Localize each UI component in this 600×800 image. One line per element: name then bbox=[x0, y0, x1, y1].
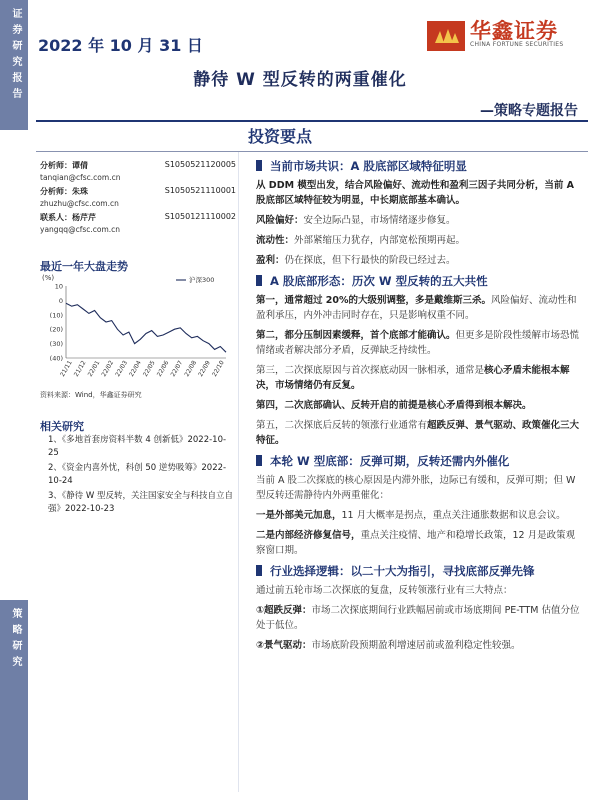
paragraph-text: 第五，二次探底后反转的领涨行业通常有 bbox=[256, 420, 428, 431]
paragraph-label: 风险偏好： bbox=[256, 215, 304, 226]
sub-heading bbox=[256, 273, 582, 289]
paragraph-label: 流动性： bbox=[256, 235, 295, 246]
column-divider bbox=[238, 152, 239, 792]
paragraph-bold: 从 DDM 模型出发，结合风险偏好、流动性和盈利三因子共同分析，当前 A 股底部区域特征较为明显，中长期底部基本确认。 bbox=[256, 180, 575, 206]
side-label-top: 证券研究报告 bbox=[10, 8, 21, 104]
paragraph bbox=[256, 328, 582, 358]
side-label-bottom: 策略研究 bbox=[10, 608, 21, 672]
paragraph-label: 二是内部经济修复信号， bbox=[256, 530, 361, 541]
brand-logo-icon bbox=[427, 21, 465, 51]
square-bullet-icon bbox=[256, 455, 262, 466]
paragraph-text: 市场底阶段预期盈利增速居前或盈利稳定性较强。 bbox=[311, 640, 521, 651]
paragraph-label: 盈利： bbox=[256, 255, 285, 266]
x-tick-label: 22/08 bbox=[183, 359, 199, 378]
analyst-entry bbox=[40, 186, 236, 208]
sub-heading bbox=[256, 563, 582, 579]
paragraph bbox=[256, 508, 582, 523]
analyst-list bbox=[40, 160, 236, 238]
analyst-role: 分析师：谭倩 bbox=[40, 161, 88, 170]
y-tick-label: 0 bbox=[58, 296, 63, 305]
x-tick-label: 22/03 bbox=[114, 359, 130, 378]
x-tick-label: 22/01 bbox=[86, 359, 102, 378]
section-divider bbox=[36, 151, 588, 152]
report-subtitle: —策略专题报告 bbox=[480, 103, 578, 119]
square-bullet-icon bbox=[256, 275, 262, 286]
analyst-license: S1050521120005 bbox=[164, 160, 236, 169]
related-item[interactable]: 1、《多地首套房资料半数 4 创新低》2022-10-25 bbox=[48, 435, 227, 458]
paragraph-text: 当前 A 股二次探底的核心原因是内滞外胀，边际已有缓和，反弹可期；但 W 型反转还需静待内外两重催化： bbox=[256, 475, 576, 501]
chart-svg bbox=[40, 272, 236, 390]
paragraph-label: 第二，都分压制因素缓释，首个底部才能确认。 bbox=[256, 330, 456, 341]
paragraph-label: 第一，通常超过 20%的大级别调整，多是戴维斯三杀。 bbox=[256, 295, 492, 306]
related-item[interactable]: 2、《资金内喜外忧，科创 50 逆势吸筹》2022-10-24 bbox=[48, 463, 227, 486]
analyst-role: 分析师：朱珠 bbox=[40, 187, 88, 196]
paragraph-text: 通过前五轮市场二次探底的复盘，反转领涨行业有三大特点： bbox=[256, 585, 513, 596]
analyst-license: S1050121110002 bbox=[164, 212, 236, 221]
sub-heading-text: A 股底部形态：历次 W 型反转的五大共性 bbox=[270, 274, 488, 288]
x-tick-label: 21/11 bbox=[59, 359, 74, 378]
analyst-role: 联系人：杨芹芹 bbox=[40, 213, 96, 222]
brand-name: 华鑫证券 bbox=[470, 19, 558, 43]
paragraph bbox=[256, 233, 582, 248]
brand-name-en: CHINA FORTUNE SECURITIES bbox=[470, 41, 564, 48]
y-tick-label: (10) bbox=[49, 311, 63, 320]
paragraph-label: ②景气驱动： bbox=[256, 640, 312, 651]
y-tick-label: (30) bbox=[49, 340, 63, 349]
series-line bbox=[66, 303, 226, 352]
section-title: 投资要点 bbox=[248, 127, 313, 146]
x-tick-label: 22/05 bbox=[141, 359, 157, 378]
paragraph bbox=[256, 583, 582, 598]
sub-heading-text: 本轮 W 型底部：反弹可期，反转还需内外催化 bbox=[270, 454, 510, 468]
paragraph-bold: 核心矛盾未能根本解决，市场情绪仍有反复。 bbox=[256, 365, 570, 391]
sub-heading-text: 当前市场共识：A 股底部区域特征明显 bbox=[270, 159, 467, 173]
report-date: 2022 年 10 月 31 日 bbox=[38, 36, 203, 55]
related-title: 相关研究 bbox=[40, 420, 84, 433]
paragraph-text: 安全边际凸显，市场情绪逐步修复。 bbox=[303, 215, 456, 226]
paragraph bbox=[256, 473, 582, 503]
paragraph-text: 外部紧缩压力犹存，内部宽松预期再起。 bbox=[294, 235, 466, 246]
x-tick-label: 22/09 bbox=[197, 359, 212, 378]
paragraph-label: ①超跌反弹： bbox=[256, 605, 312, 616]
x-tick-label: 22/07 bbox=[169, 359, 185, 378]
report-title: 静待 W 型反转的两重催化 bbox=[193, 70, 407, 90]
square-bullet-icon bbox=[256, 565, 262, 576]
x-tick-label: 22/06 bbox=[155, 359, 171, 378]
paragraph bbox=[256, 363, 582, 393]
header-rule bbox=[36, 120, 588, 122]
related-list bbox=[48, 434, 236, 518]
paragraph bbox=[256, 398, 582, 413]
paragraph-text: 11 月大概率是拐点，重点关注通胀数据和议息会议。 bbox=[341, 510, 566, 521]
x-tick-label: 22/02 bbox=[100, 359, 116, 378]
paragraph bbox=[256, 603, 582, 633]
analyst-entry bbox=[40, 212, 236, 234]
y-tick-label: (40) bbox=[49, 354, 63, 363]
sub-heading bbox=[256, 453, 582, 469]
y-tick-label: (20) bbox=[49, 325, 63, 334]
paragraph-text: 市场二次探底期间行业跌幅居前或市场底期间 PE-TTM 估值分位处于低位。 bbox=[256, 605, 580, 631]
paragraph bbox=[256, 293, 582, 323]
y-axis-unit: (%) bbox=[42, 274, 55, 282]
x-tick-label: 22/04 bbox=[128, 359, 143, 378]
paragraph-bold: 第四，二次底部确认、反转开启的前提是核心矛盾得到根本解决。 bbox=[256, 400, 532, 411]
sub-heading-text: 行业选择逻辑：以二十大为指引，寻找底部反弹先锋 bbox=[270, 564, 535, 578]
analyst-email[interactable]: zhuzhu@cfsc.com.cn bbox=[40, 199, 119, 208]
market-trend-chart bbox=[40, 272, 236, 390]
y-tick-label: 10 bbox=[54, 282, 63, 291]
paragraph-text: 第三，二次探底原因与首次探底动因一脉相承，通常是 bbox=[256, 365, 485, 376]
side-band-bottom bbox=[0, 600, 28, 800]
paragraph-label: 一是外部美元加息， bbox=[256, 510, 342, 521]
paragraph-text: 重点关注疫情、地产和稳增长政策，12 月是政策观察窗口期。 bbox=[256, 530, 576, 556]
paragraph bbox=[256, 213, 582, 228]
paragraph-text: 仍在探底，但下行最快的阶段已经过去。 bbox=[284, 255, 456, 266]
analyst-entry bbox=[40, 160, 236, 182]
paragraph bbox=[256, 178, 582, 208]
legend-label: 沪深300 bbox=[189, 276, 215, 284]
main-content bbox=[256, 158, 582, 658]
square-bullet-icon bbox=[256, 160, 262, 171]
paragraph-text: 风险偏好、流动性和盈利承压，内外冲击同时存在，只是影响权重不同。 bbox=[256, 295, 577, 321]
related-item[interactable]: 3、《静待 W 型反转，关注国家安全与科技自立自强》2022-10-23 bbox=[48, 491, 233, 514]
analyst-license: S1050521110001 bbox=[164, 186, 236, 195]
sub-heading bbox=[256, 158, 582, 174]
chart-title: 最近一年大盘走势 bbox=[40, 260, 128, 273]
x-tick-label: 22/10 bbox=[211, 359, 226, 378]
analyst-email[interactable]: yangqq@cfsc.com.cn bbox=[40, 225, 121, 234]
paragraph bbox=[256, 528, 582, 558]
x-tick-label: 21/12 bbox=[72, 359, 88, 378]
paragraph bbox=[256, 418, 582, 448]
chart-source: 资料来源：Wind，华鑫证券研究 bbox=[40, 391, 142, 399]
analyst-email[interactable]: tanqian@cfsc.com.cn bbox=[40, 173, 121, 182]
paragraph-text: 但更多是阶段性缓解市场恐慌情绪或者解决部分矛盾，反弹缺乏持续性。 bbox=[256, 330, 580, 356]
paragraph bbox=[256, 253, 582, 268]
paragraph-bold: 超跌反弹、景气驱动、政策催化三大特征。 bbox=[256, 420, 580, 446]
paragraph bbox=[256, 638, 582, 653]
